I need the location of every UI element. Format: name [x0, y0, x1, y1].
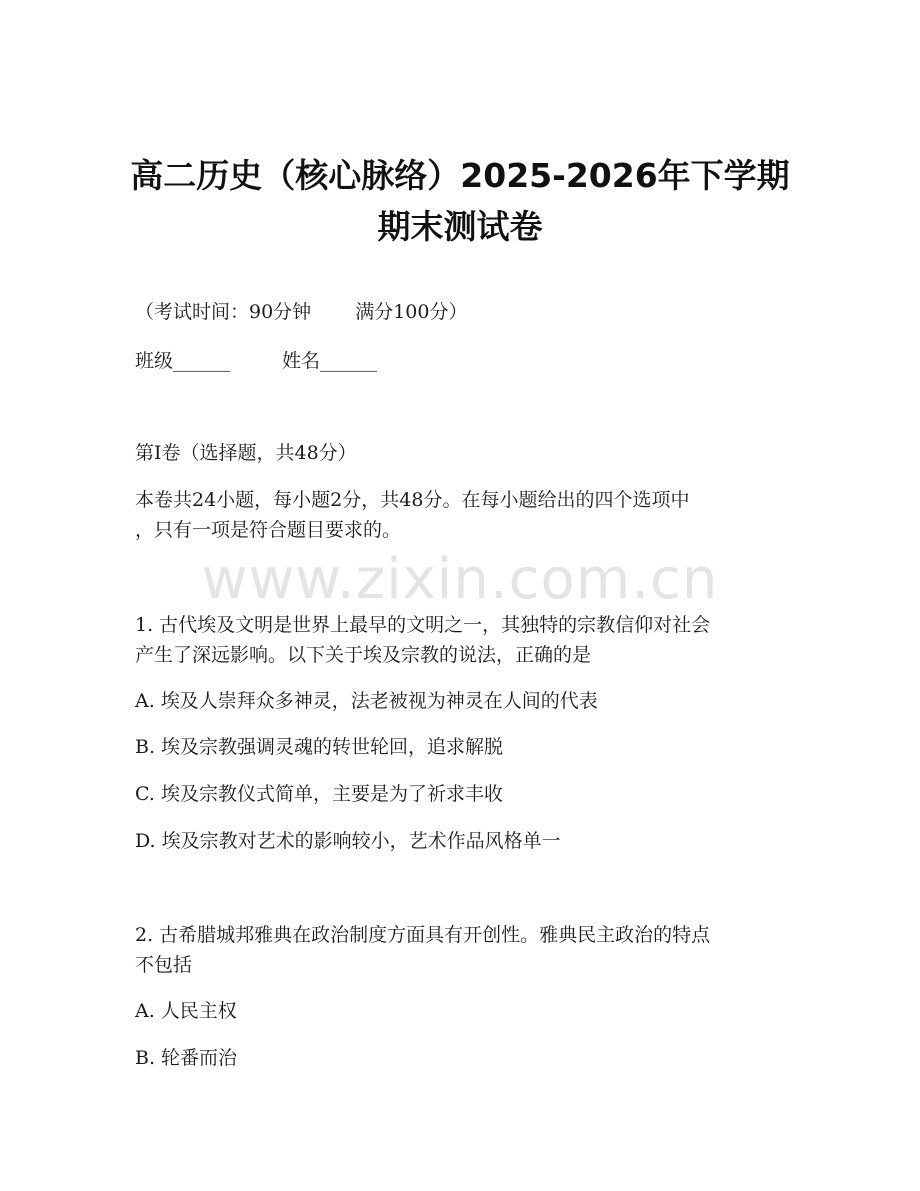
question2-option-b: B. 轮番而治 — [135, 1047, 238, 1069]
question1-option-a: A. 埃及人崇拜众多神灵，法老被视为神灵在人间的代表 — [135, 690, 598, 712]
exam-info — [135, 298, 467, 326]
exam-title-line2: 期末测试卷 — [377, 207, 543, 246]
section1-heading: 第Ⅰ卷（选择题，共48分） — [135, 442, 357, 464]
question1-stem-line2: 产生了深远影响。以下关于埃及宗教的说法，正确的是 — [135, 644, 592, 666]
student-fields — [135, 347, 377, 375]
class-field: 班级______ — [135, 350, 231, 372]
question1-stem-line1: 1. 古代埃及文明是世界上最早的文明之一，其独特的宗教信仰对社会 — [135, 614, 711, 636]
exam-time: （考试时间：90分钟 — [135, 301, 312, 323]
question2-stem-line2: 不包括 — [135, 954, 193, 976]
question1-option-b: B. 埃及宗教强调灵魂的转世轮回，追求解脱 — [135, 736, 504, 758]
question1-option-d: D. 埃及宗教对艺术的影响较小，艺术作品风格单一 — [135, 830, 561, 852]
name-field: 姓名______ — [282, 350, 378, 372]
question1-option-c: C. 埃及宗教仪式简单，主要是为了祈求丰收 — [135, 783, 503, 805]
exam-title-line1: 高二历史（核心脉络）2025-2026年下学期 — [130, 156, 790, 195]
section1-instruction-line1: 本卷共24小题，每小题2分，共48分。在每小题给出的四个选项中 — [135, 489, 690, 511]
section1-instruction-line2: ，只有一项是符合题目要求的。 — [135, 519, 402, 541]
question2-option-a: A. 人民主权 — [135, 1000, 237, 1022]
question2-stem-line1: 2. 古希腊城邦雅典在政治制度方面具有开创性。雅典民主政治的特点 — [135, 924, 711, 946]
exam-score: 满分100分） — [355, 301, 468, 323]
watermark: www.zixin.com.cn — [201, 547, 719, 612]
